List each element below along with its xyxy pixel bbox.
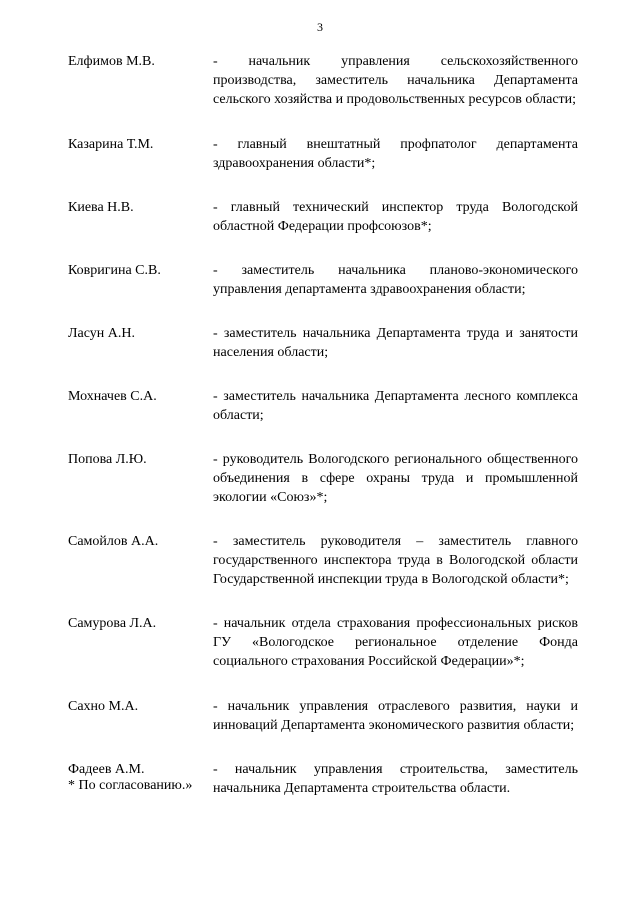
member-position: - главный внештатный профпатолог департамента здравоохранения области*; bbox=[213, 137, 578, 171]
member-name: Киева Н.В. bbox=[68, 200, 134, 215]
list-item bbox=[68, 614, 578, 671]
list-item bbox=[68, 52, 578, 109]
member-name: Самойлов А.А. bbox=[68, 534, 159, 549]
member-name: Сахно М.А. bbox=[68, 699, 139, 714]
page-number: 3 bbox=[317, 20, 323, 34]
list-item bbox=[68, 135, 578, 173]
list-item bbox=[68, 450, 578, 507]
list-item bbox=[68, 697, 578, 735]
list-item bbox=[68, 261, 578, 299]
list-item bbox=[68, 198, 578, 236]
member-name: Попова Л.Ю. bbox=[68, 452, 147, 467]
member-name: Мохначев С.А. bbox=[68, 389, 157, 404]
member-position: - начальник управления строительства, заместитель начальника Департамента строительства области. bbox=[213, 762, 578, 796]
member-list bbox=[68, 52, 578, 798]
member-position: - главный технический инспектор труда Вологодской областной Федерации профсоюзов*; bbox=[213, 200, 578, 234]
member-position: - заместитель начальника планово-экономического управления департамента здравоохранения области; bbox=[213, 263, 578, 297]
list-item bbox=[68, 387, 578, 425]
member-name: Фадеев А.М. bbox=[68, 762, 145, 777]
member-position: - начальник управления отраслевого развития, науки и инноваций Департамента экономического развития области; bbox=[213, 699, 578, 733]
member-name: Ковригина С.В. bbox=[68, 263, 161, 278]
member-position: - начальник управления сельскохозяйственного производства, заместитель начальника Департамента сельского хозяйства и продовольственных ресурсов области; bbox=[213, 54, 578, 107]
list-item bbox=[68, 532, 578, 589]
list-item bbox=[68, 324, 578, 362]
member-name: Ласун А.Н. bbox=[68, 326, 135, 341]
member-position: - заместитель начальника Департамента труда и занятости населения области; bbox=[213, 326, 578, 360]
member-name: Казарина Т.М. bbox=[68, 137, 154, 152]
member-position: - начальник отдела страхования профессиональных рисков ГУ «Вологодское региональное отделение Фонда социального страхования Российской Федерации»*; bbox=[213, 616, 578, 669]
member-name: Самурова Л.А. bbox=[68, 616, 157, 631]
member-position: - заместитель начальника Департамента лесного комплекса области; bbox=[213, 389, 578, 423]
member-position: - заместитель руководителя – заместитель главного государственного инспектора труда в Вологодской области Государственной инспекции труда в Вологодской области*; bbox=[213, 534, 578, 587]
footnote: * По согласованию.» bbox=[68, 778, 193, 793]
member-name: Елфимов М.В. bbox=[68, 54, 155, 69]
member-position: - руководитель Вологодского регионального общественного объединения в сфере охраны труда и промышленной экологии «Союз»*; bbox=[213, 452, 578, 505]
